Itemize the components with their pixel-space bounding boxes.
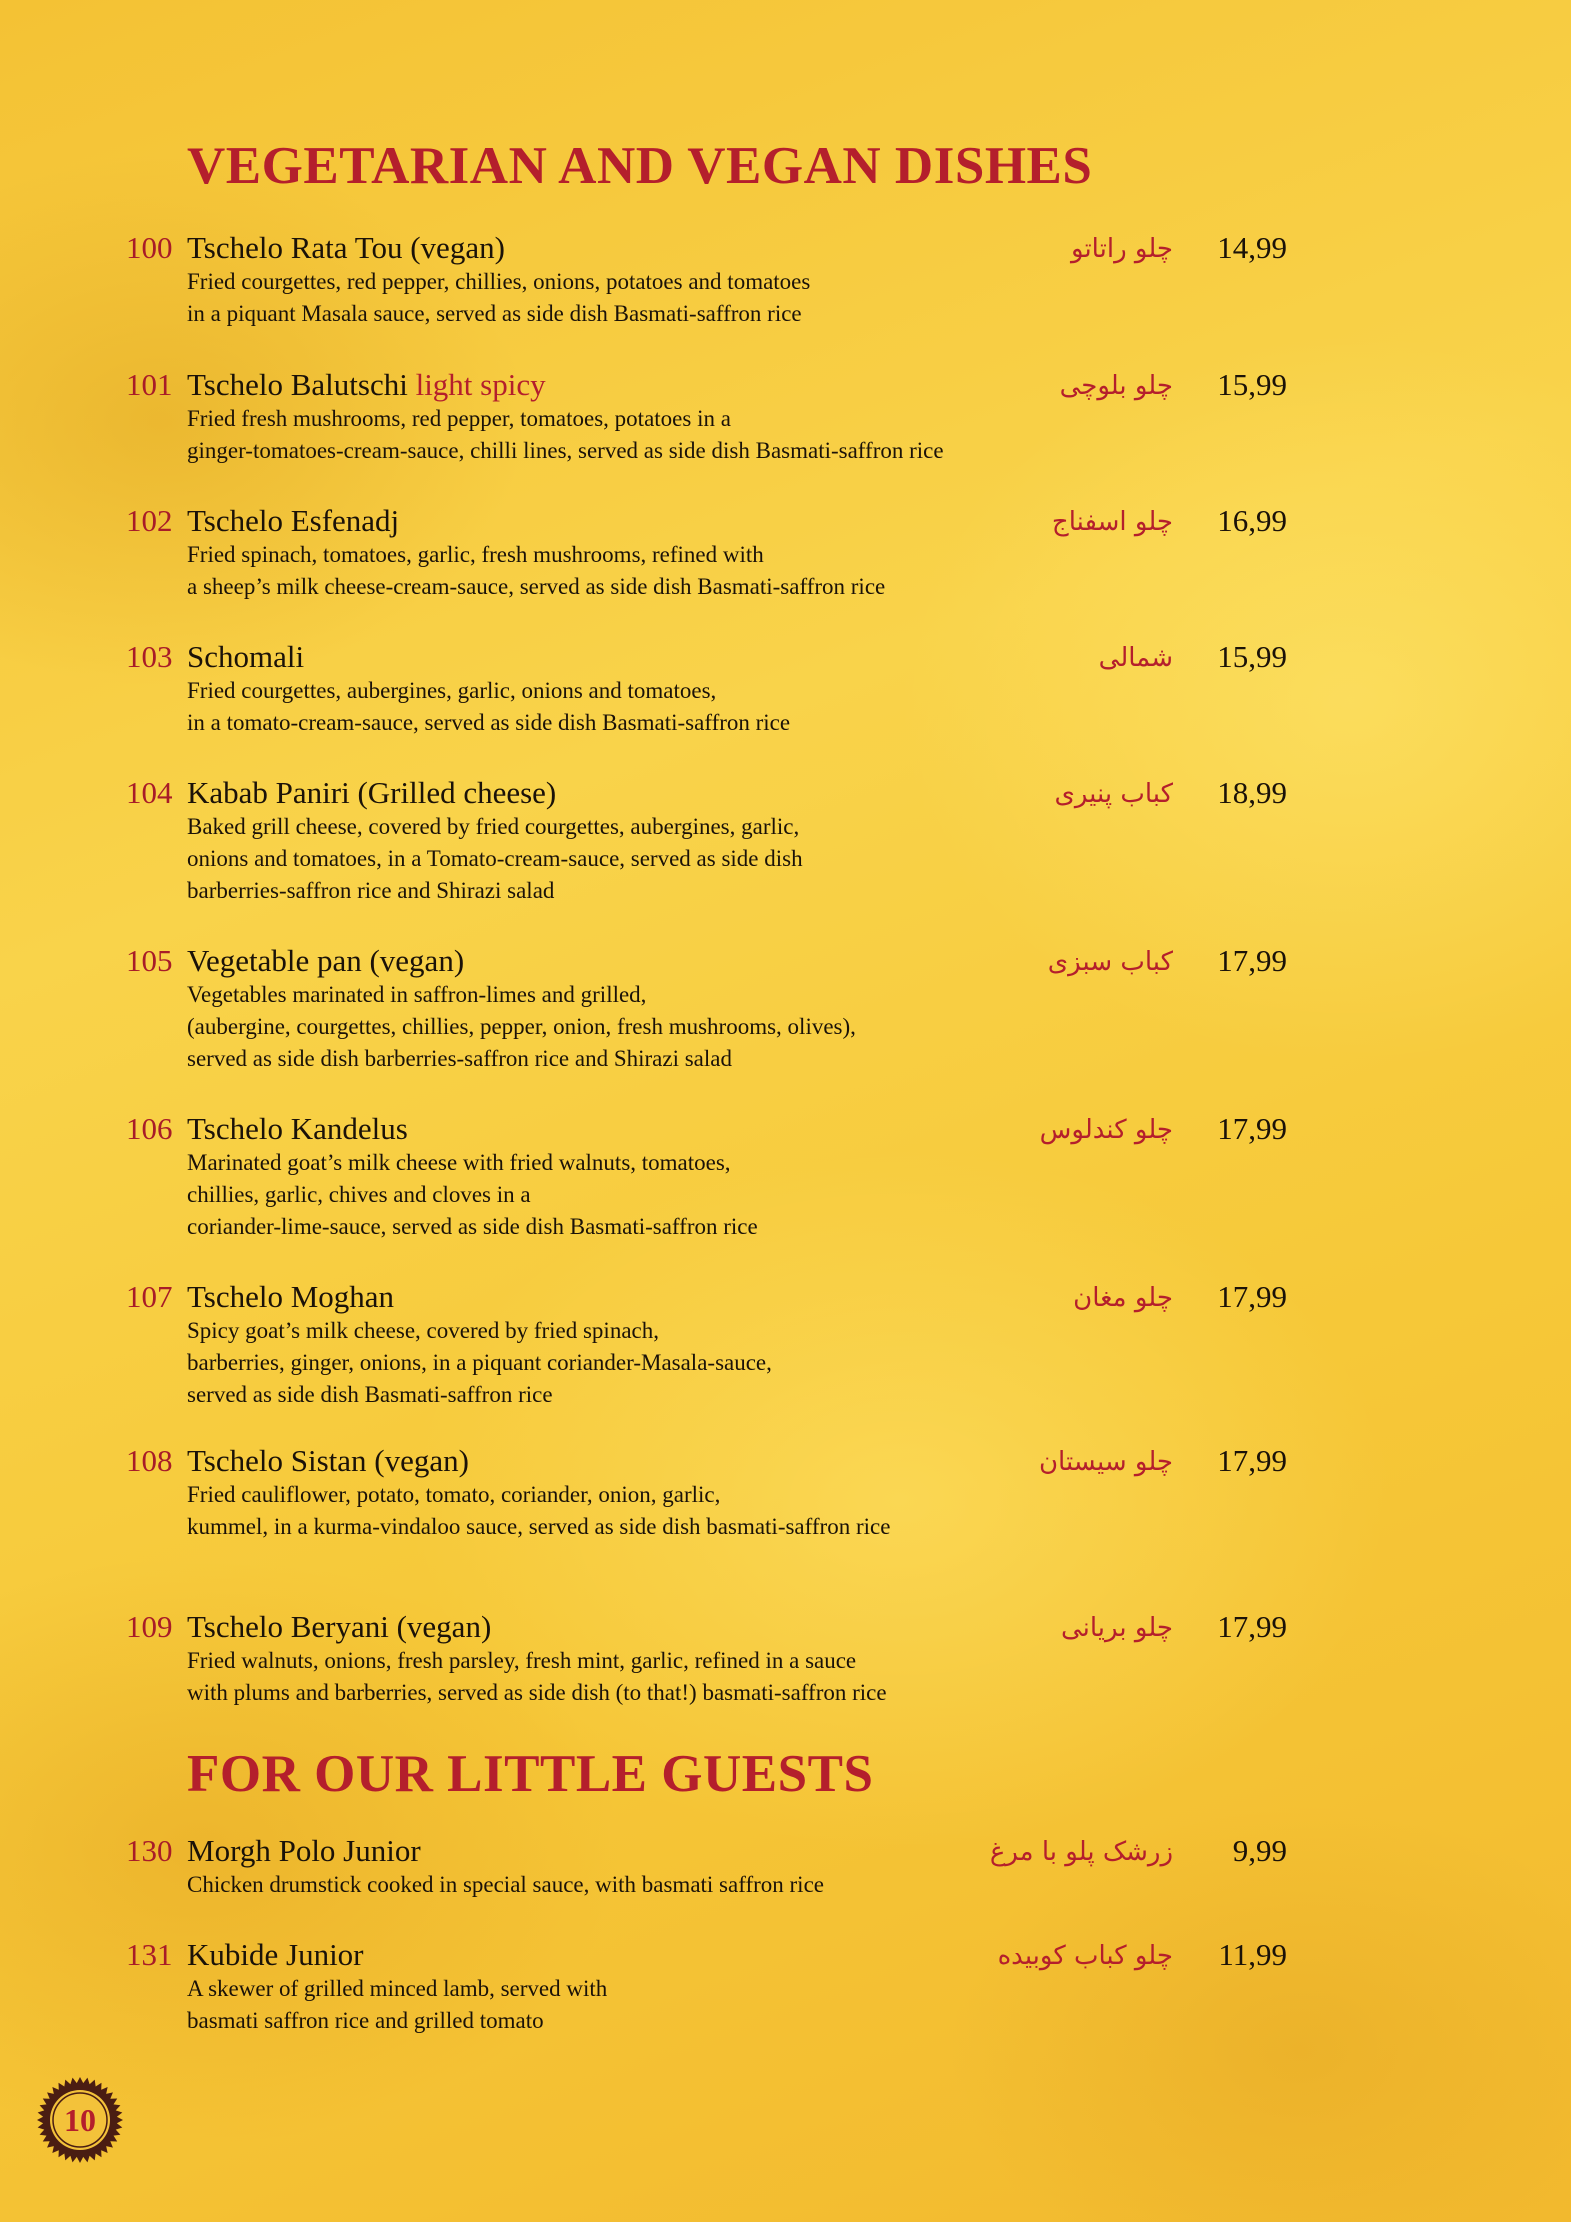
description-line: basmati saffron rice and grilled tomato	[187, 2008, 544, 2033]
item-price: 11,99	[1218, 1937, 1287, 1972]
item-farsi-name: چلو بلوچی	[1059, 371, 1173, 401]
item-price: 16,99	[1217, 503, 1287, 538]
item-description	[187, 979, 856, 1075]
item-price: 18,99	[1217, 775, 1287, 810]
item-name-text: Kabab Paniri (Grilled cheese)	[187, 775, 557, 810]
item-description	[187, 675, 790, 739]
item-number: 109	[126, 1609, 173, 1644]
description-line: Fried fresh mushrooms, red pepper, tomatoes, potatoes in a	[187, 406, 731, 431]
item-farsi-name: چلو راتاتو	[1071, 234, 1173, 264]
item-name-text: Tschelo Kandelus	[187, 1111, 408, 1146]
item-number: 103	[126, 639, 173, 674]
item-name-text: Tschelo Balutschi	[187, 367, 408, 402]
item-number: 108	[126, 1443, 173, 1478]
item-name	[187, 1109, 408, 1149]
item-farsi-name: چلو سیستان	[1038, 1447, 1173, 1477]
description-line: (aubergine, courgettes, chillies, pepper, onion, fresh mushrooms, olives),	[187, 1014, 856, 1039]
item-price: 17,99	[1217, 1609, 1287, 1644]
description-line: chillies, garlic, chives and cloves in a	[187, 1182, 531, 1207]
item-description	[187, 1869, 824, 1901]
item-farsi-name: چلو اسفناج	[1051, 507, 1173, 537]
description-line: Fried walnuts, onions, fresh parsley, fresh mint, garlic, refined in a sauce	[187, 1648, 857, 1673]
item-price: 15,99	[1217, 367, 1287, 402]
description-line: Fried cauliflower, potato, tomato, coriander, onion, garlic,	[187, 1482, 721, 1507]
item-farsi-name: کباب پنیری	[1054, 779, 1173, 809]
item-name-text: Schomali	[187, 639, 305, 674]
item-name	[187, 228, 505, 268]
item-description	[187, 539, 885, 603]
item-name-text: Kubide Junior	[187, 1937, 364, 1972]
description-line: A skewer of grilled minced lamb, served with	[187, 1976, 608, 2001]
item-farsi-name: چلو کباب کوبیده	[997, 1941, 1173, 1971]
item-number: 131	[126, 1937, 173, 1972]
description-line: Fried courgettes, red pepper, chillies, onions, potatoes and tomatoes	[187, 269, 811, 294]
item-number: 101	[126, 367, 173, 402]
item-name-text: Morgh Polo Junior	[187, 1833, 421, 1868]
item-price: 17,99	[1217, 943, 1287, 978]
item-name	[187, 1277, 394, 1317]
description-line: in a tomato-cream-sauce, served as side dish Basmati-saffron rice	[187, 710, 791, 735]
item-name	[187, 501, 399, 541]
description-line: barberries-saffron rice and Shirazi salad	[187, 878, 555, 903]
description-line: kummel, in a kurma-vindaloo sauce, served as side dish basmati-saffron rice	[187, 1514, 891, 1539]
item-name	[187, 941, 464, 981]
item-name-text: Tschelo Rata Tou (vegan)	[187, 230, 505, 265]
item-name-text: Tschelo Esfenadj	[187, 503, 400, 538]
description-line: in a piquant Masala sauce, served as side dish Basmati-saffron rice	[187, 301, 802, 326]
item-price: 15,99	[1217, 639, 1287, 674]
description-line: Spicy goat’s milk cheese, covered by fried spinach,	[187, 1318, 659, 1343]
item-price: 9,99	[1232, 1833, 1287, 1868]
item-price: 17,99	[1217, 1279, 1287, 1314]
description-line: Marinated goat’s milk cheese with fried walnuts, tomatoes,	[187, 1150, 731, 1175]
item-farsi-name: چلو کندلوس	[1039, 1115, 1173, 1145]
item-farsi-name: زرشک پلو با مرغ	[989, 1837, 1173, 1867]
description-line: Baked grill cheese, covered by fried courgettes, aubergines, garlic,	[187, 814, 800, 839]
spicy-tag: light spicy	[415, 367, 546, 402]
item-number: 130	[126, 1833, 173, 1868]
item-name	[187, 365, 546, 405]
item-name-text: Tschelo Moghan	[187, 1279, 395, 1314]
item-price: 17,99	[1217, 1443, 1287, 1478]
item-number: 104	[126, 775, 173, 810]
section-title-vegetarian: VEGETARIAN AND VEGAN DISHES	[187, 137, 1093, 195]
description-line: Chicken drumstick cooked in special sauce, with basmati saffron rice	[187, 1872, 824, 1897]
description-line: Vegetables marinated in saffron-limes and grilled,	[187, 982, 647, 1007]
item-name-text: Tschelo Beryani (vegan)	[187, 1609, 492, 1644]
item-description	[187, 1645, 887, 1709]
description-line: served as side dish barberries-saffron rice and Shirazi salad	[187, 1046, 732, 1071]
item-number: 106	[126, 1111, 173, 1146]
item-name-text: Tschelo Sistan (vegan)	[187, 1443, 469, 1478]
item-description	[187, 811, 803, 907]
item-description	[187, 1973, 607, 2037]
description-line: ginger-tomatoes-cream-sauce, chilli lines, served as side dish Basmati-saffron rice	[187, 438, 944, 463]
item-number: 107	[126, 1279, 173, 1314]
section-title-kids: FOR OUR LITTLE GUESTS	[187, 1745, 874, 1803]
description-line: onions and tomatoes, in a Tomato-cream-sauce, served as side dish	[187, 846, 803, 871]
item-number: 100	[126, 230, 173, 265]
item-number: 105	[126, 943, 173, 978]
item-description	[187, 1315, 772, 1411]
description-line: Fried spinach, tomatoes, garlic, fresh mushrooms, refined with	[187, 542, 764, 567]
page-number-badge	[36, 2076, 124, 2164]
item-name	[187, 1441, 469, 1481]
description-line: barberries, ginger, onions, in a piquant coriander-Masala-sauce,	[187, 1350, 772, 1375]
item-name	[187, 1831, 421, 1871]
item-price: 17,99	[1217, 1111, 1287, 1146]
item-description	[187, 266, 810, 330]
item-description	[187, 403, 944, 467]
item-name	[187, 637, 304, 677]
item-name-text: Vegetable pan (vegan)	[187, 943, 465, 978]
description-line: Fried courgettes, aubergines, garlic, onions and tomatoes,	[187, 678, 717, 703]
description-line: with plums and barberries, served as side dish (to that!) basmati-saffron rice	[187, 1680, 887, 1705]
description-line: a sheep’s milk cheese-cream-sauce, served as side dish Basmati-saffron rice	[187, 574, 886, 599]
item-farsi-name: چلو مغان	[1073, 1283, 1173, 1313]
item-description	[187, 1479, 890, 1543]
description-line: served as side dish Basmati-saffron rice	[187, 1382, 553, 1407]
page-number: 10	[64, 2102, 96, 2138]
item-farsi-name: کباب سبزی	[1047, 947, 1173, 977]
item-number: 102	[126, 503, 173, 538]
item-description	[187, 1147, 758, 1243]
item-name	[187, 1607, 491, 1647]
item-name	[187, 1935, 364, 1975]
description-line: coriander-lime-sauce, served as side dish Basmati-saffron rice	[187, 1214, 758, 1239]
item-farsi-name: چلو بریانی	[1060, 1613, 1173, 1643]
item-price: 14,99	[1217, 230, 1287, 265]
item-farsi-name: شمالی	[1098, 643, 1173, 673]
item-name	[187, 773, 556, 813]
